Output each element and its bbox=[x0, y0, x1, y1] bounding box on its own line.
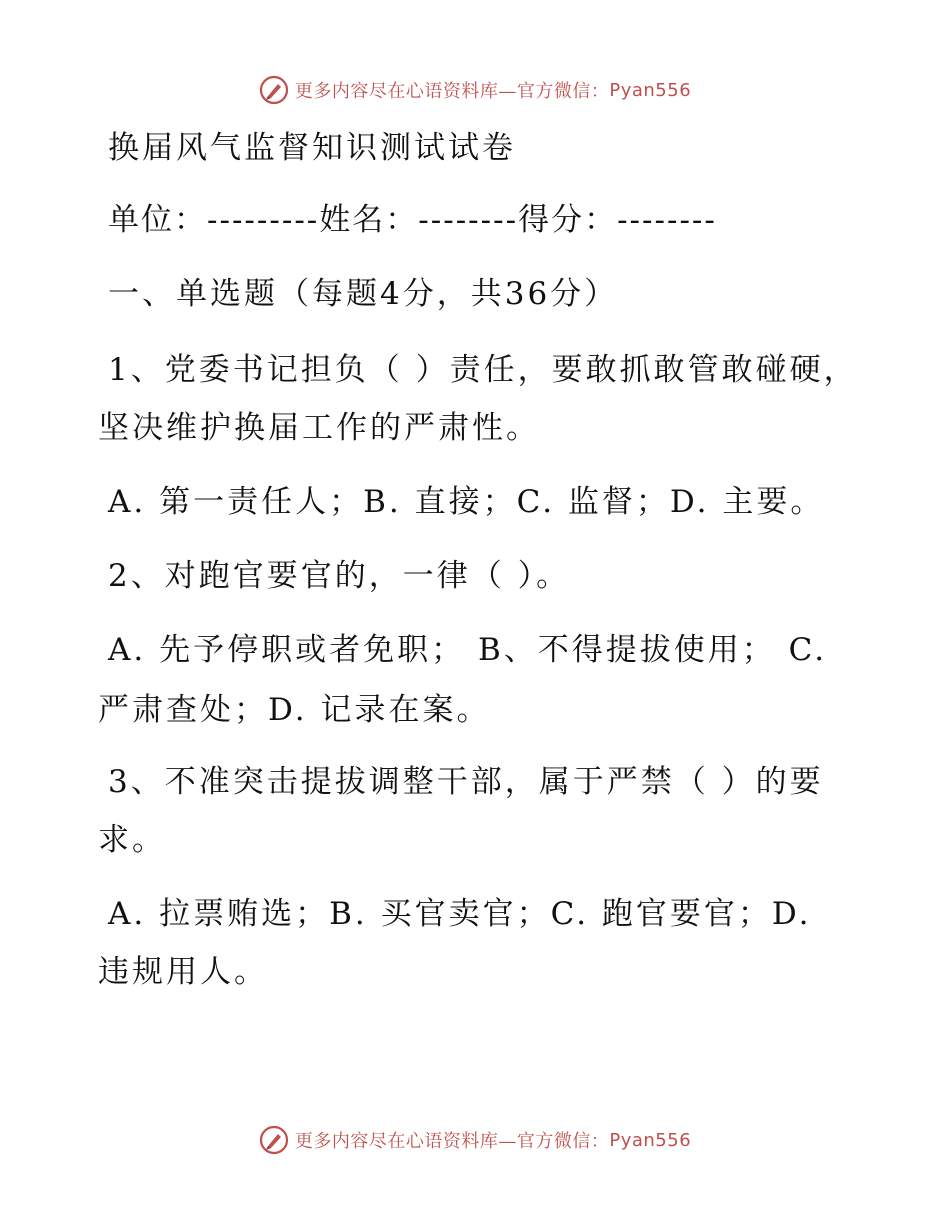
question-2-options-line-2: 严肃查处；D. 记录在案。 bbox=[98, 692, 491, 728]
question-3-options-line-2: 违规用人。 bbox=[98, 954, 268, 990]
question-1-line-1: 1、党委书记担负（ ）责任，要敢抓敢管敢碰硬， bbox=[108, 352, 858, 388]
watermark-text: 更多内容尽在心语资料库—官方微信： bbox=[294, 81, 610, 102]
watermark-text: 更多内容尽在心语资料库—官方微信： bbox=[294, 1131, 610, 1152]
question-2-line-1: 2、对跑官要官的，一律（ ）。 bbox=[108, 558, 571, 594]
header-watermark bbox=[0, 72, 950, 108]
question-3-line-2: 求。 bbox=[98, 822, 166, 858]
question-1-options: A. 第一责任人；B. 直接；C. 监督；D. 主要。 bbox=[108, 484, 825, 520]
info-line: 单位：---------姓名：--------得分：-------- bbox=[108, 202, 717, 238]
watermark-handle: Pyan556 bbox=[609, 1129, 692, 1151]
question-3-line-1: 3、不准突击提拔调整干部，属于严禁（ ）的要 bbox=[108, 764, 824, 800]
question-2-options-line-1: A. 先予停职或者免职； B、不得提拔使用； C. bbox=[108, 632, 828, 668]
question-3-options-line-1: A. 拉票贿选；B. 买官卖官；C. 跑官要官；D. bbox=[108, 896, 812, 932]
watermark-handle: Pyan556 bbox=[609, 79, 692, 101]
question-1-line-2: 坚决维护换届工作的严肃性。 bbox=[98, 410, 540, 446]
pen-logo-icon bbox=[259, 75, 289, 105]
section-heading: 一、单选题（每题4分，共36分） bbox=[108, 276, 619, 312]
document-title: 换届风气监督知识测试试卷 bbox=[108, 130, 516, 166]
footer-watermark bbox=[0, 1122, 950, 1158]
pen-logo-icon bbox=[259, 1125, 289, 1155]
